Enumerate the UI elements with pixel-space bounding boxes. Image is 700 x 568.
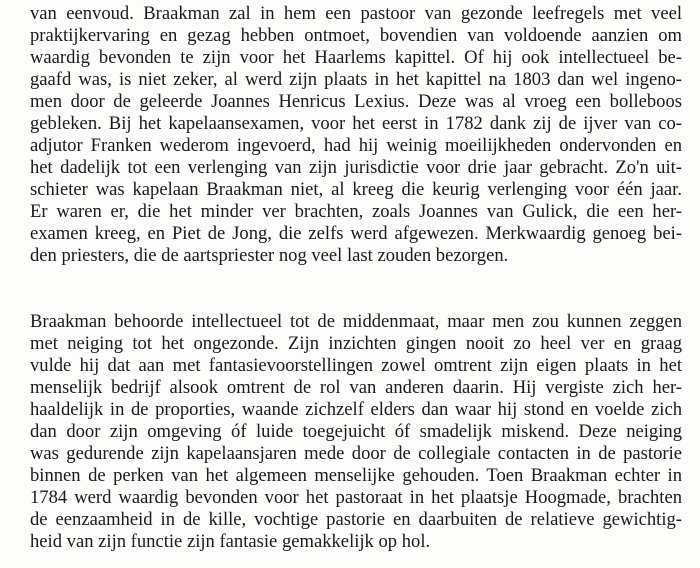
paragraph [30,3,682,267]
text-line: de eenzaamheid in de kille, vochtige pastorie en daarbuiten de relatieve gewichtig- [30,509,682,530]
text-line: heid van zijn functie zijn fantasie gemakkelijk op hol. [30,531,431,552]
text-line: gebleken. Bij het kapelaansexamen, voor het eerst in 1782 dank zij de ijver van co- [30,113,682,134]
text-line: haaldelijk in de proporties, waande zichzelf elders dan waar hij stond en voelde zich [30,399,682,420]
text-line: waardig bevonden te zijn voor het Haarlems kapittel. Of hij ook intellectueel be- [30,47,682,68]
text-line: Braakman behoorde intellectueel tot de middenmaat, maar men zou kunnen zeggen [30,311,682,332]
paragraph [30,311,682,553]
text-line: 1784 werd waardig bevonden voor het pastoraat in het plaatsje Hoogmade, brachten [30,487,682,508]
text-line: menselijk bedrijf alsook omtrent de rol van anderen daarin. Hij vergiste zich her- [30,377,682,398]
text-line: het dadelijk tot een verlenging van zijn jurisdictie voor drie jaar gebracht. Zo'n uit- [30,157,682,178]
text-line: adjutor Franken wederom ingevoerd, had hij weinig moeilijkheden ondervonden en [30,135,682,156]
text-line: schieter was kapelaan Braakman niet, al kreeg die keurig verlenging voor één jaar. [30,179,682,200]
text-line: gaafd was, is niet zeker, al werd zijn plaats in het kapittel na 1803 dan wel ingeno- [30,69,682,90]
text-line: binnen de perken van het algemeen menselijke gehouden. Toen Braakman echter in [30,465,682,486]
text-line: men door de geleerde Joannes Henricus Lexius. Deze was al vroeg een bolleboos [30,91,682,112]
text-line: Er waren er, die het minder ver brachten, zoals Joannes van Gulick, die een her- [30,201,682,222]
text-line: vulde hij dat aan met fantasievoorstellingen zowel omtrent zijn eigen plaats in het [30,355,682,376]
text-line: dan door zijn omgeving óf luide toegejuicht óf smadelijk miskend. Deze neiging [30,421,682,442]
text-line: was gedurende zijn kapelaansjaren mede door de collegiale contacten in de pastorie [30,443,682,464]
text-line: praktijkervaring en gezag hebben ontmoet, bovendien van voldoende aanzien om [30,25,682,46]
text-line: examen kreeg, en Piet de Jong, die zelfs werd afgewezen. Merkwaardig genoeg bei- [30,223,682,244]
text-line: van eenvoud. Braakman zal in hem een pastoor van gezonde leefregels met veel [30,3,682,24]
text-line: den priesters, die de aartspriester nog veel last zouden bezorgen. [30,245,509,266]
text-line: met neiging tot het ongezonde. Zijn inzichten gingen nooit zo heel ver en graag [30,333,682,354]
